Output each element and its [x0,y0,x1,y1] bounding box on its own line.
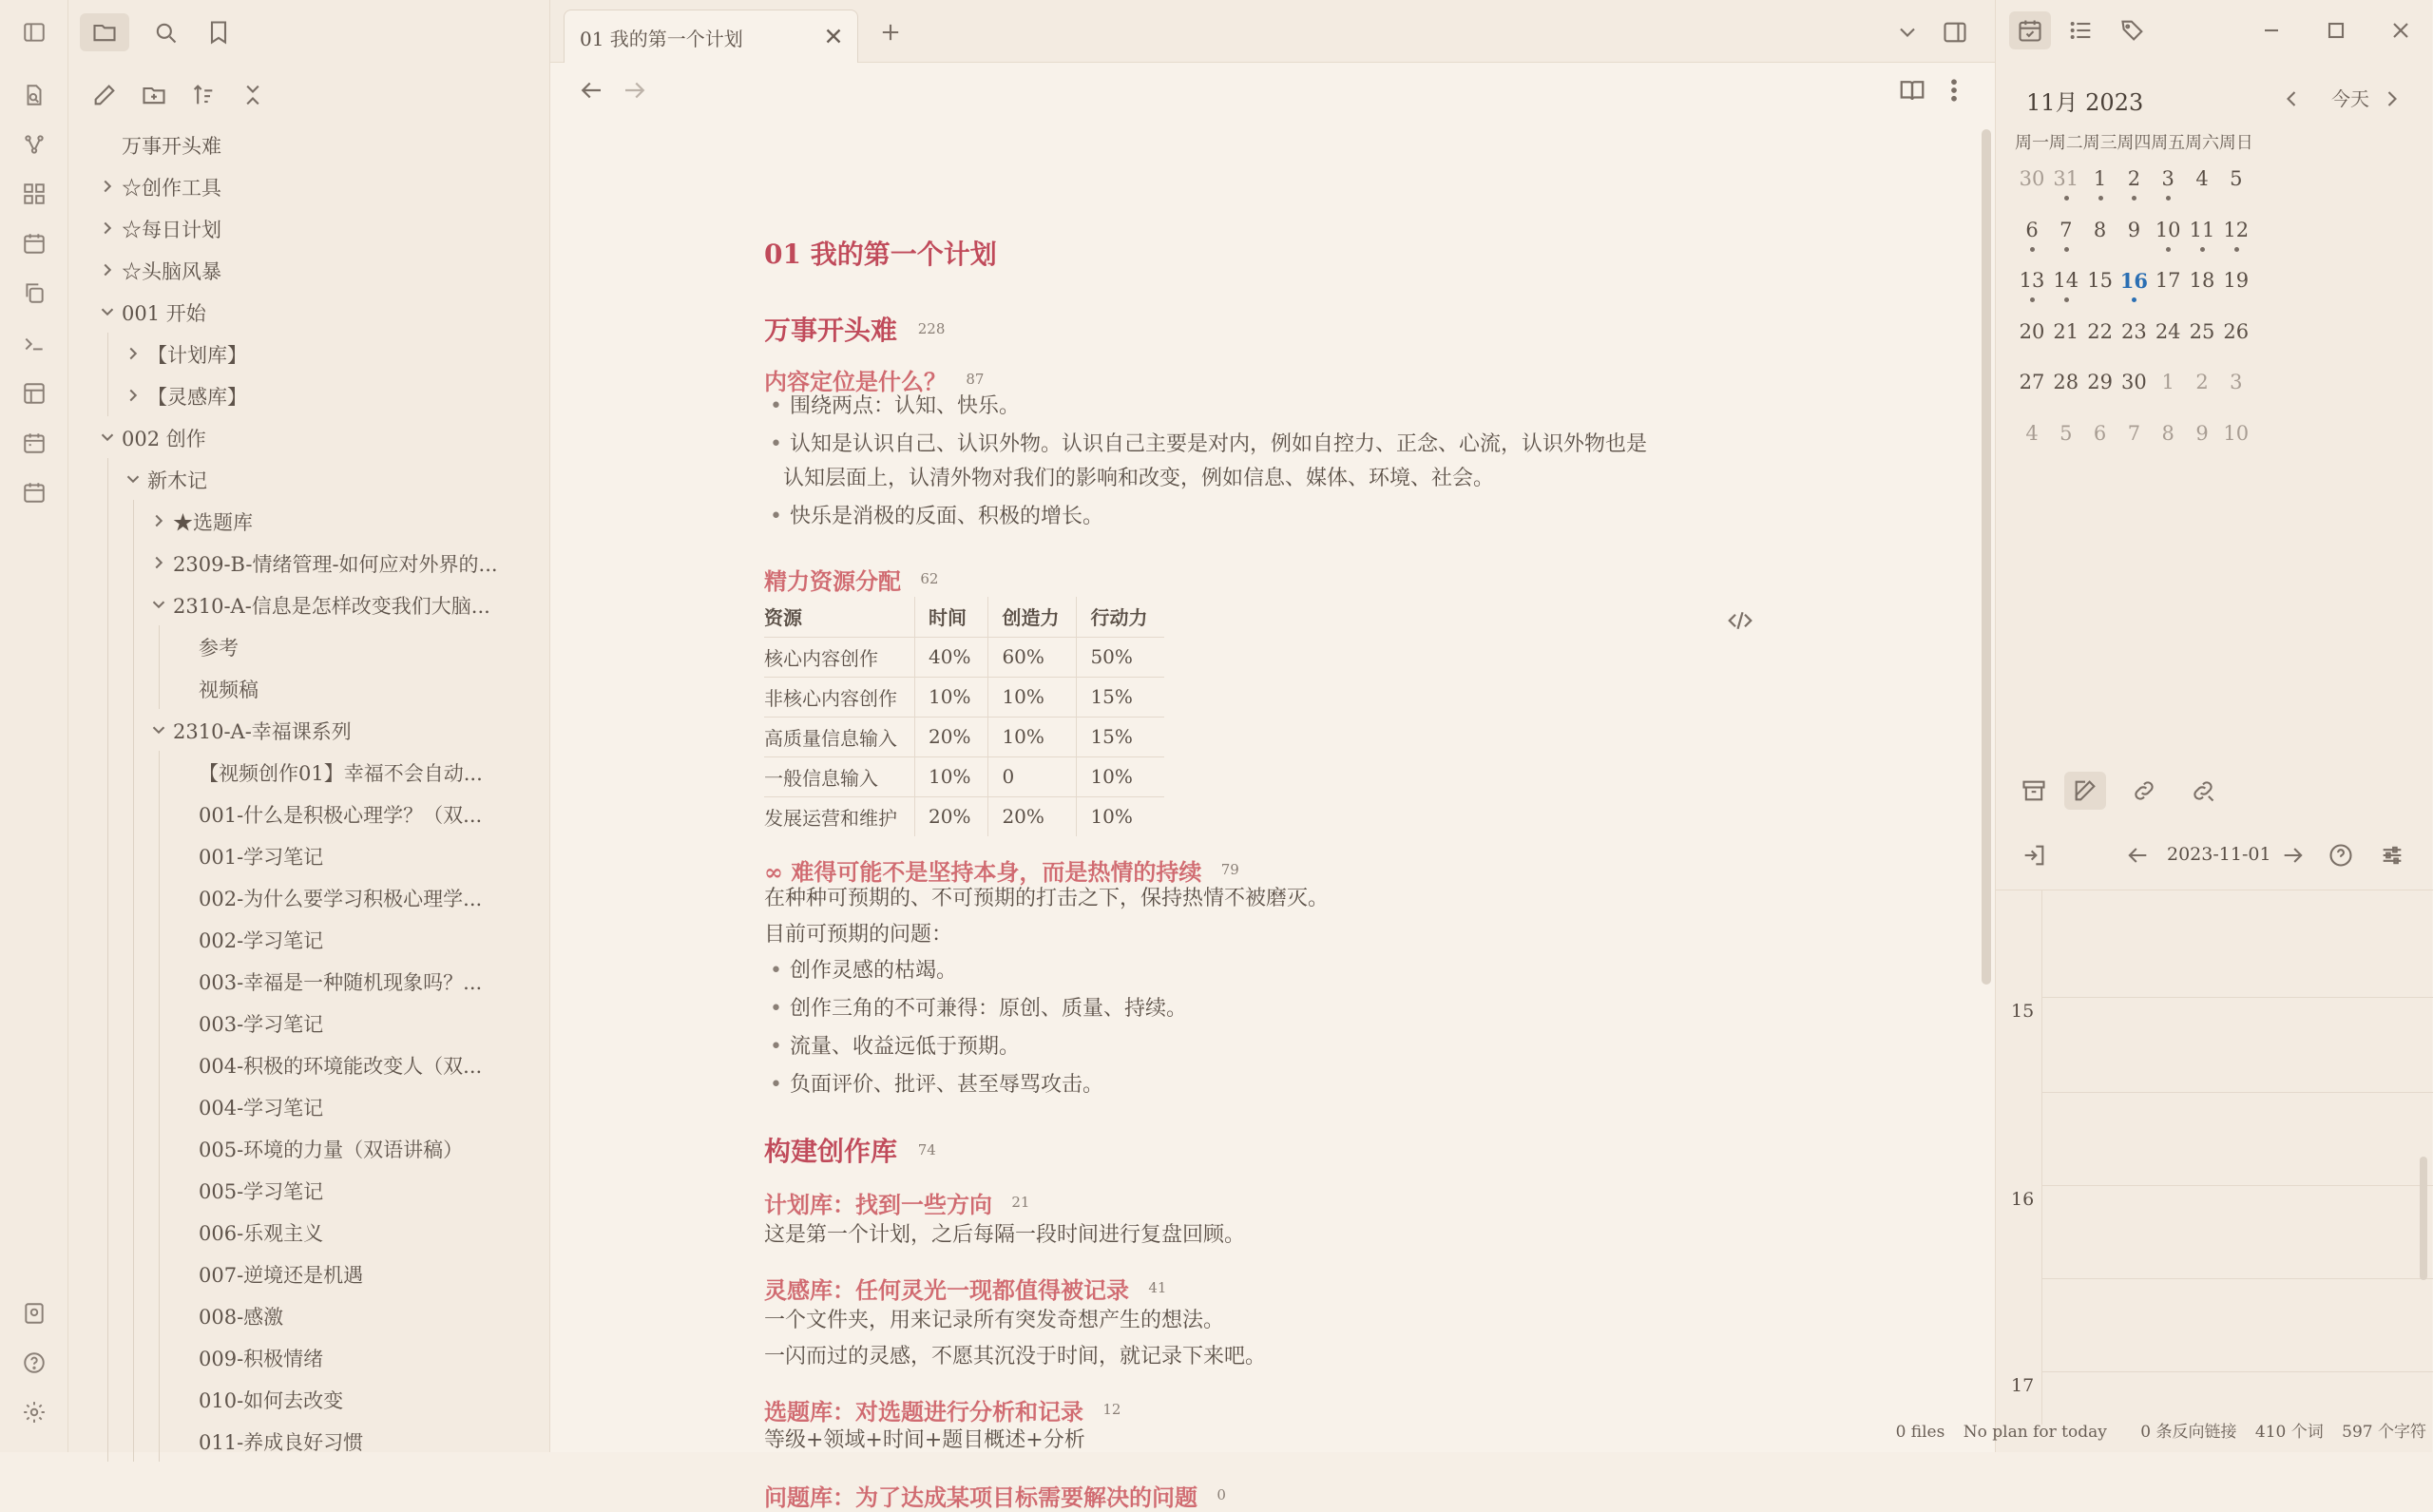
calendar-day[interactable]: 4 [2025,421,2039,445]
tree-item-label: 【灵感库】 [147,386,247,409]
calendar-day[interactable]: 29 [2087,371,2113,393]
tree-item-label: 011-养成良好习惯 [199,1431,364,1454]
chevron-right-icon[interactable] [123,343,144,364]
table-cell[interactable]: 10% [1077,756,1165,796]
maximize-window-icon[interactable] [2315,11,2357,49]
editor-scrollbar[interactable] [1982,129,1991,985]
paragraph-line: 在种种可预期的、不可预期的打击之下，保持热情不被磨灭。 [764,887,1330,910]
word-count-badge: 228 [917,320,946,337]
tree-item-label: 001-学习笔记 [199,846,324,869]
heading-inspiration-library: 灵感库：任何灵光一现都值得被记录 $^{41}$ [764,1276,1167,1304]
calendar-day[interactable]: 31 [2053,167,2079,190]
status-words: 410 个词 [2254,1423,2324,1442]
new-folder-icon[interactable] [135,76,173,114]
calendar-icon[interactable] [17,426,51,460]
word-count-badge: 74 [917,1141,936,1158]
note-indicator-dot [2064,196,2069,201]
file-tree [68,124,534,1462]
calendar-day[interactable]: 19 [2223,269,2250,292]
tree-item-label: 002-学习笔记 [199,929,324,952]
note-indicator-dot [2064,247,2069,252]
back-arrow-icon[interactable] [577,76,609,108]
bullet-line: • 流量、收益远低于预期。 [770,1030,1020,1064]
calendar-day[interactable]: 4 [2195,167,2209,190]
files-tab-folder-icon[interactable] [80,13,129,51]
note-indicator-dot [2234,247,2239,252]
copy-icon[interactable] [17,276,51,310]
weekday-label: 周三 [2082,133,2117,153]
calendar-day[interactable]: 23 [2121,319,2147,343]
status-chars: 597 个字符 [2342,1423,2426,1442]
status-files: 0 files [1895,1423,1945,1442]
table-cell[interactable]: 15% [1077,717,1165,756]
table-cell[interactable]: 发展运营和维护 [764,796,915,836]
tree-item[interactable] [68,1253,534,1294]
prev-month-chevron-icon[interactable] [2277,80,2306,118]
chevron-down-icon[interactable] [97,427,118,448]
tree-item-label: 参考 [199,637,239,660]
settings-gear-icon[interactable] [17,1395,51,1429]
word-count-badge: 87 [966,371,985,388]
status-bar [1883,1418,2426,1446]
code-view-icon[interactable] [1726,606,1758,635]
calendar-day[interactable]: 18 [2189,269,2215,292]
table-cell[interactable]: 非核心内容创作 [764,677,915,717]
tree-item[interactable] [68,124,534,165]
status-backlinks[interactable]: 0 条反向链接 [2140,1423,2237,1442]
word-count-badge: 79 [1220,861,1239,878]
table-header-cell: 资源 [764,606,802,630]
paragraph-line: 一闪而过的灵感，不愿其沉没于时间，就记录下来吧。 [764,1345,1267,1368]
paragraph-line: 这是第一个计划，之后每隔一段时间进行复盘回顾。 [764,1223,1246,1247]
table-cell[interactable]: 10% [988,677,1077,717]
editor-pane [550,63,1995,1511]
tree-item-label: 003-学习笔记 [199,1013,324,1036]
tree-item-label: 【计划库】 [147,344,247,367]
open-file-icon[interactable] [17,78,51,112]
calendar-day[interactable]: 30 [2019,167,2045,190]
bullet-line: • 快乐是消极的反面、积极的增长。 [770,500,1103,534]
paragraph-line: 目前可预期的问题： [764,923,953,947]
calendar-day[interactable]: 9 [2127,218,2141,241]
tab-list-chevron-down-icon[interactable] [1890,15,1925,49]
table-cell[interactable]: 60% [988,637,1077,677]
table-cell[interactable]: 10% [1077,796,1165,836]
note-title: 01 我的第一个计划 [764,239,997,270]
chevron-down-icon[interactable] [148,719,169,740]
tree-item-label: 002 创作 [122,428,206,450]
calendar-day[interactable]: 7 [2127,421,2141,445]
tree-item[interactable] [68,918,534,960]
calendar-day[interactable]: 1 [2161,371,2174,393]
calendar-day[interactable]: 11 [2189,218,2215,241]
tab-title: 01 我的第一个计划 [580,28,743,50]
tree-item-label: 004-积极的环境能改变人（双... [199,1055,483,1078]
tree-item[interactable] [68,1211,534,1253]
tree-item[interactable] [68,1169,534,1211]
tree-item[interactable] [68,834,534,876]
tree-item[interactable] [68,416,534,458]
weekday-label: 周四 [2117,133,2152,153]
tree-item-label: 001-什么是积极心理学？（双... [199,804,483,827]
ribbon [0,0,68,1452]
tree-item[interactable] [68,960,534,1002]
more-options-icon[interactable] [1940,76,1972,108]
new-note-icon[interactable] [86,76,124,114]
heading-section-2: 构建创作库 $^{74}$ [764,1136,936,1167]
archive-icon[interactable] [2013,772,2055,810]
tree-item-label: 视频稿 [199,679,259,701]
heading-topic-library: 选题库：对选题进行分析和记录 $^{12}$ [764,1398,1121,1426]
tree-item-label: 2310-A-幸福课系列 [173,720,352,743]
bullet-line: • 负面评价、批评、甚至辱骂攻击。 [770,1068,1103,1102]
calendar-day[interactable]: 8 [2161,421,2174,445]
calendar-day[interactable]: 9 [2195,421,2209,445]
tree-item[interactable] [68,542,534,584]
heading-section-1: 万事开头难 $^{228}$ [764,315,946,346]
table-cell[interactable]: 高质量信息输入 [764,717,915,756]
heading-passion-persistence: ∞ 难得可能不是坚持本身，而是热情的持续 $^{79}$ [764,858,1239,886]
calendar-day[interactable]: 3 [2161,167,2174,190]
table-row [764,637,1164,677]
bullet-line: • 创作三角的不可兼得：原创、质量、持续。 [770,992,1187,1026]
tags-icon[interactable] [2112,11,2154,49]
table-header-cell: 创造力 [988,597,1077,637]
calendar-day[interactable]: 5 [2059,421,2073,445]
tree-item-label: ★选题库 [173,511,253,534]
tree-item[interactable] [68,374,534,416]
note-indicator-dot [2200,247,2205,252]
calendar-day[interactable]: 7 [2059,218,2073,241]
hour-label: 16 [2011,1189,2035,1210]
tree-item-label: 万事开头难 [122,135,221,158]
note-indicator-dot [2030,297,2035,302]
terminal-icon[interactable] [17,327,51,361]
link-search-icon[interactable] [2123,772,2165,810]
tree-item[interactable] [68,1085,534,1127]
calendar-day[interactable]: 8 [2093,218,2107,241]
tree-item-label: 004-学习笔记 [199,1097,324,1120]
table-cell[interactable]: 10% [915,677,988,717]
tree-item[interactable] [68,1420,534,1462]
next-month-chevron-icon[interactable] [2378,80,2406,118]
tree-item-label: 009-积极情绪 [199,1348,324,1370]
tree-item-label: ☆创作工具 [122,177,221,200]
heading-problem-library: 问题库：为了达成某项目标需要解决的问题 $^0$ [764,1483,1226,1511]
note-indicator-dot [2030,247,2035,252]
calendar-day[interactable]: 2 [2195,371,2209,393]
tree-item[interactable] [68,625,534,667]
calendar-day[interactable]: 22 [2087,319,2113,343]
chevron-down-icon[interactable] [123,469,144,489]
calendar-day[interactable]: 3 [2230,371,2243,393]
calendar-day[interactable]: 17 [2155,269,2181,292]
tree-item-label: 2310-A-信息是怎样改变我们大脑... [173,595,490,618]
hour-label: 15 [2011,1001,2035,1022]
weekly-calendar-icon[interactable] [17,475,51,509]
vault-switch-icon[interactable] [17,1296,51,1330]
tab-bar [550,0,1995,63]
reading-view-book-icon[interactable] [1898,76,1930,108]
table-row [764,677,1164,717]
daily-note-icon[interactable] [17,226,51,260]
note-indicator-dot [2064,297,2069,302]
calendar-day[interactable]: 1 [2093,167,2107,190]
today-button[interactable]: 今天 [2331,87,2369,110]
table-cell[interactable]: 0 [988,756,1077,796]
heading-content-positioning: 内容定位是什么？ $^{87}$ [764,368,985,395]
forward-arrow-icon[interactable] [621,76,653,108]
table-cell[interactable]: 15% [1077,677,1165,717]
tree-item-label: 005-学习笔记 [199,1180,324,1203]
weekday-label: 周二 [2048,133,2083,153]
tree-item-label: ☆头脑风暴 [122,260,221,283]
tree-item-label: 006-乐观主义 [199,1222,324,1245]
hour-label: 17 [2011,1375,2035,1396]
weekday-label: 周六 [2185,133,2219,153]
chevron-right-icon[interactable] [97,218,118,239]
bullet-line: • 创作灵感的枯竭。 [770,954,957,988]
tree-item[interactable] [68,709,534,751]
close-tab-icon[interactable] [821,24,846,48]
table-cell[interactable]: 20% [988,796,1077,836]
calendar-day[interactable]: 24 [2155,319,2181,343]
graph-icon[interactable] [17,127,51,162]
paragraph-line: 一个文件夹，用来记录所有突发奇想产生的想法。 [764,1309,1225,1332]
word-count-badge: 0 [1216,1486,1226,1503]
tree-item-label: ☆每日计划 [122,219,221,241]
weekday-label: 周日 [2218,133,2253,153]
prev-day-arrow-icon[interactable] [2121,836,2154,874]
word-count-badge: 12 [1102,1401,1121,1418]
chevron-down-icon[interactable] [97,301,118,322]
calendar-day[interactable]: 27 [2019,371,2045,393]
tree-item-label: 新木记 [147,469,207,492]
calendar-day[interactable]: 5 [2230,167,2243,190]
chevron-right-icon[interactable] [123,385,144,406]
table-cell[interactable]: 20% [915,796,988,836]
tree-item[interactable] [68,333,534,374]
tree-item[interactable] [68,165,534,207]
table-cell[interactable]: 10% [988,717,1077,756]
table-cell[interactable]: 40% [915,637,988,677]
chevron-right-icon[interactable] [148,552,169,573]
new-tab-plus-icon[interactable] [873,15,908,49]
tree-item[interactable] [68,584,534,625]
word-count-badge: 41 [1148,1279,1167,1296]
paragraph-line: 等级+领域+时间+题目概述+分析 [764,1428,1085,1452]
calendar-day[interactable]: 25 [2189,319,2215,343]
tree-item[interactable] [68,500,534,542]
bullet-line-continued: 认知层面上，认清外物对我们的影响和改变，例如信息、媒体、环境、社会。 [783,467,1495,490]
sort-icon[interactable] [184,76,222,114]
tab-note[interactable] [564,10,858,63]
minimize-window-icon[interactable] [2251,11,2292,49]
note-indicator-dot [2166,247,2171,252]
settings-sliders-icon[interactable] [2376,836,2408,874]
table-header-cell: 时间 [915,597,988,637]
note-indicator-dot [2132,196,2136,201]
table-cell[interactable]: 核心内容创作 [764,637,915,677]
edit-note-icon[interactable] [2064,772,2106,810]
import-icon[interactable] [2013,836,2055,874]
tree-item-label: 005-环境的力量（双语讲稿） [199,1139,464,1161]
collapse-all-icon[interactable] [234,76,272,114]
calendar-day[interactable]: 10 [2223,421,2250,445]
search-icon[interactable] [141,13,190,51]
calendar-view-icon[interactable] [2009,11,2051,49]
note-indicator-dot [2166,196,2171,201]
table-cell[interactable]: 一般信息输入 [764,756,915,796]
tree-item-label: 003-幸福是一种随机现象吗？... [199,971,483,994]
calendar-day[interactable]: 6 [2025,218,2039,241]
tree-item[interactable] [68,876,534,918]
tree-item-label: 002-为什么要学习积极心理学... [199,888,483,910]
tree-item[interactable] [68,291,534,333]
tree-item[interactable] [68,1336,534,1378]
calendar-day[interactable]: 30 [2121,371,2147,393]
timeline-scrollbar[interactable] [2420,1157,2427,1280]
sidebar-toggle-icon[interactable] [17,15,51,49]
calendar-day[interactable]: 14 [2053,269,2079,292]
table-row [764,756,1164,796]
tree-item[interactable] [68,1043,534,1085]
bookmark-icon[interactable] [194,13,243,51]
tree-item-label: 008-感激 [199,1306,284,1329]
calendar-day[interactable]: 16 [2119,269,2148,293]
tree-item[interactable] [68,458,534,500]
weekday-label: 周一 [2015,133,2049,153]
table-cell[interactable]: 20% [915,717,988,756]
calendar-day[interactable]: 26 [2223,319,2250,343]
note-indicator-dot [2098,196,2103,201]
tree-item-label: 2309-B-情绪管理-如何应对外界的... [173,553,498,576]
word-count-badge: 62 [920,570,939,587]
outline-list-icon[interactable] [2060,11,2102,49]
tree-item[interactable] [68,1002,534,1043]
unlink-icon[interactable] [2182,772,2224,810]
tree-item[interactable] [68,1378,534,1420]
weekday-label: 周五 [2151,133,2186,153]
tree-item[interactable] [68,207,534,249]
calendar-day[interactable]: 6 [2093,421,2107,445]
chevron-right-icon[interactable] [97,176,118,197]
calendar-day[interactable]: 15 [2087,269,2113,292]
chevron-down-icon[interactable] [148,594,169,615]
word-count-badge: 21 [1011,1194,1030,1211]
tree-item[interactable] [68,1294,534,1336]
tree-item[interactable] [68,793,534,834]
table-row [764,796,1164,836]
tree-item[interactable] [68,667,534,709]
heading-plan-library: 计划库：找到一些方向 $^{21}$ [764,1191,1030,1218]
tree-item-label: 001 开始 [122,302,206,325]
help-icon[interactable] [2325,836,2357,874]
calendar-day[interactable]: 13 [2019,269,2045,292]
right-sidebar-toggle-icon[interactable] [1938,15,1972,49]
status-plan: No plan for today [1963,1423,2107,1442]
chevron-right-icon[interactable] [97,259,118,280]
chevron-right-icon[interactable] [148,510,169,531]
table-row [764,717,1164,756]
tree-item[interactable] [68,751,534,793]
close-window-icon[interactable] [2380,11,2422,49]
canvas-icon[interactable] [17,177,51,211]
bullet-line: • 围绕两点：认知、快乐。 [770,390,1020,424]
bullet-line: • 认知是认识自己、认识外物。认识自己主要是对内，例如自控力、正念、心流，认识外物也是 [770,428,1647,462]
table-cell[interactable]: 50% [1077,637,1165,677]
daily-plan-date: 2023-11-01 [2167,844,2271,865]
calendar-day[interactable]: 28 [2053,371,2079,393]
note-indicator-dot [2132,297,2136,302]
tree-item-label: 【视频创作01】幸福不会自动... [199,762,483,785]
calendar-day[interactable]: 10 [2155,218,2181,241]
day-timeline[interactable] [1996,890,2433,1424]
tree-item-label: 010-如何去改变 [199,1389,344,1412]
calendar-day[interactable]: 12 [2223,218,2250,241]
tree-item[interactable] [68,1127,534,1169]
calendar-day[interactable]: 2 [2127,167,2141,190]
calendar-day[interactable]: 20 [2019,319,2045,343]
calendar-day[interactable]: 21 [2053,319,2079,343]
allocation-table [764,597,1164,836]
right-sidebar [1995,0,2432,1452]
tree-item[interactable] [68,249,534,291]
file-explorer [68,0,550,1452]
table-header-cell: 行动力 [1077,597,1165,637]
calendar-month-title: 11月 2023 [2026,89,2144,116]
table-cell[interactable]: 10% [915,756,988,796]
next-day-arrow-icon[interactable] [2277,836,2309,874]
tree-item-label: 007-逆境还是机遇 [199,1264,364,1287]
heading-energy-allocation: 精力资源分配 $^{62}$ [764,567,939,595]
template-icon[interactable] [17,376,51,411]
help-icon[interactable] [17,1346,51,1380]
